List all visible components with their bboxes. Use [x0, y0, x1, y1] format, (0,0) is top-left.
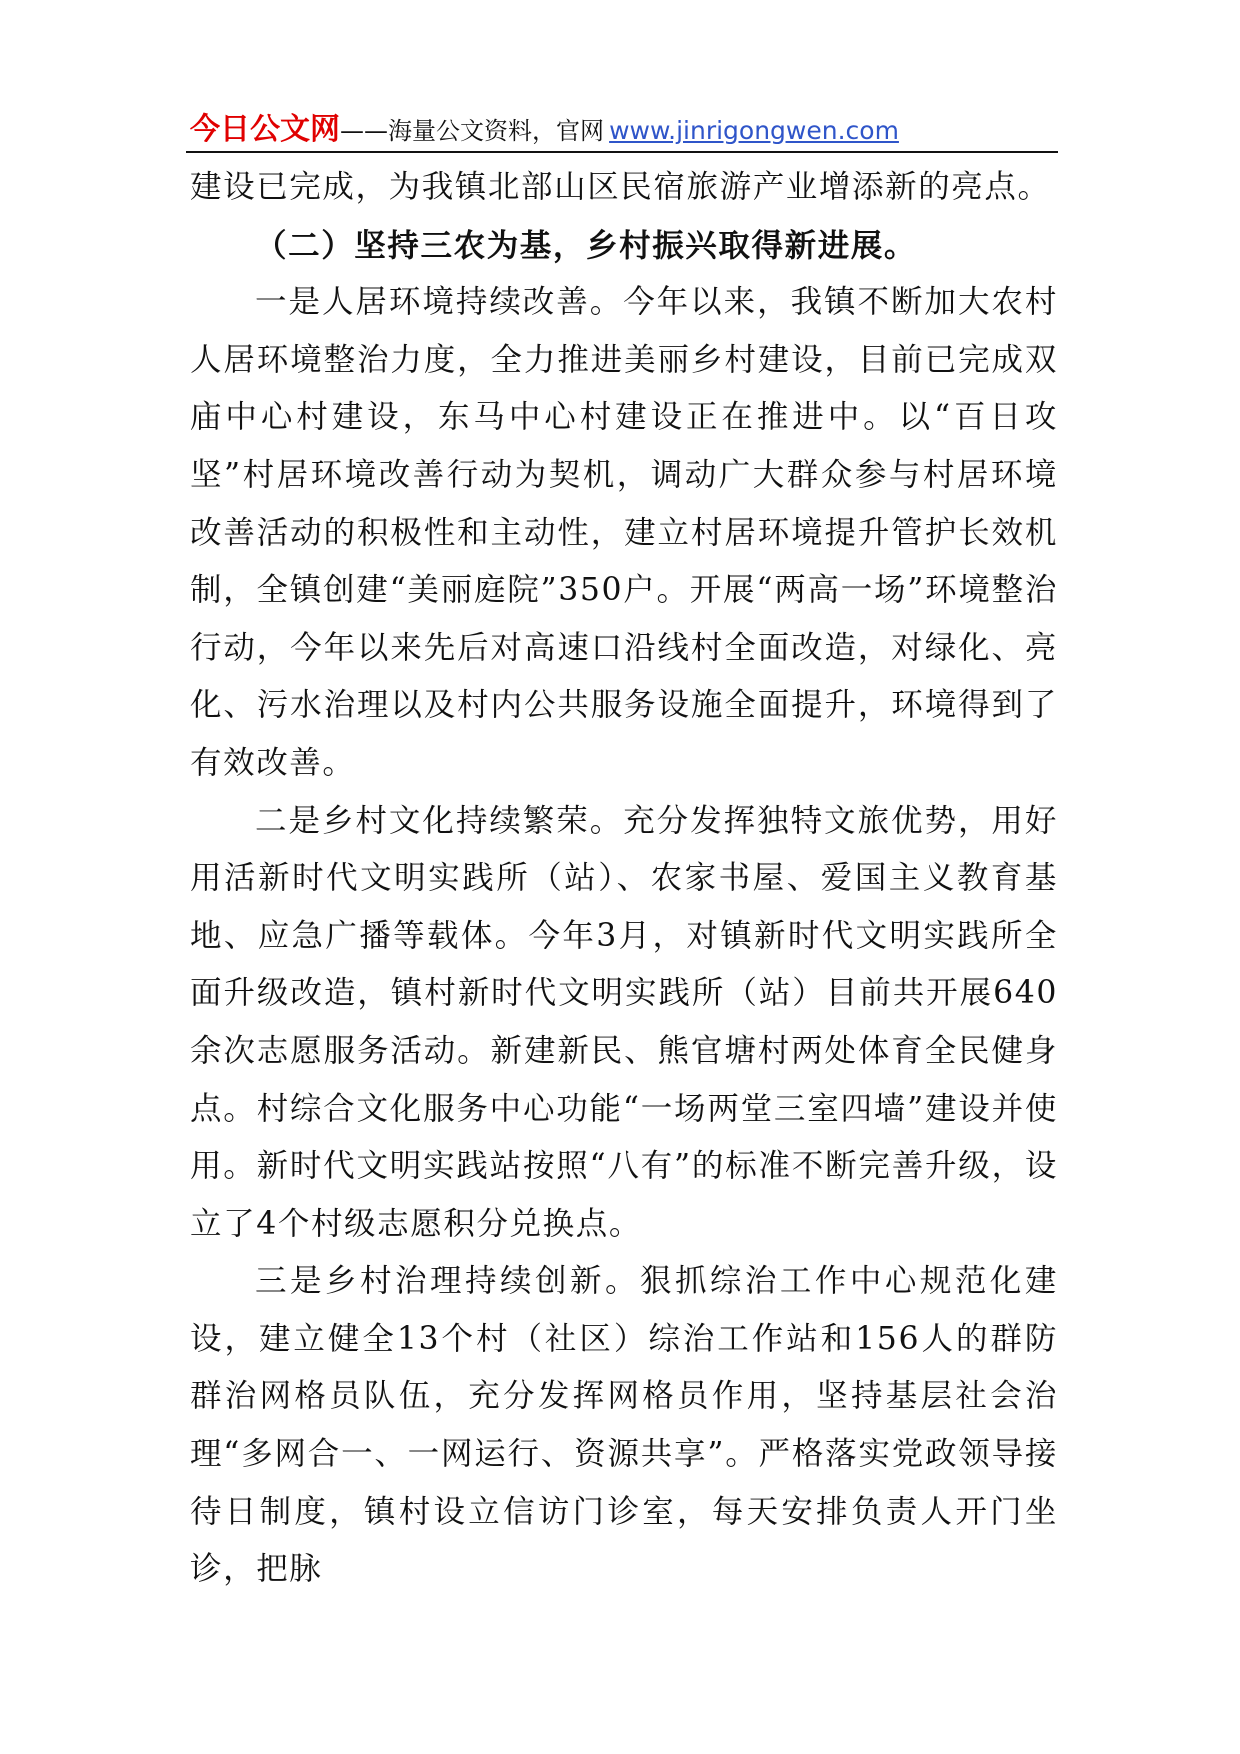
- site-brand: 今日公文网: [190, 112, 340, 147]
- paragraph-rural-culture: 二是乡村文化持续繁荣。充分发挥独特文旅优势，用好用活新时代文明实践所（站）、农家书屋、爱国主义教育基地、应急广播等载体。今年3月，对镇新时代文明实践所全面升级改造，镇村新时代文明实践所（站）目前共开展640余次志愿服务活动。新建新民、熊官塘村两处体育全民健身点。村综合文化服务中心功能“一场两堂三室四墙”建设并使用。新时代文明实践站按照“八有”的标准不断完善升级，设立了4个村级志愿积分兑换点。: [190, 802, 1058, 1242]
- section-heading: （二）坚持三农为基，乡村振兴取得新进展。: [255, 226, 918, 264]
- paragraph-living-environment: 一是人居环境持续改善。今年以来，我镇不断加大农村人居环境整治力度，全力推进美丽乡村建设，目前已完成双庙中心村建设，东马中心村建设正在推进中。以“百日攻坚”村居环境改善行动为契机，调动广大群众参与村居环境改善活动的积极性和主动性，建立村居环境提升管护长效机制，全镇创建“美丽庭院”350户。开展“两高一场”环境整治行动，今年以来先后对高速口沿线村全面改造，对绿化、亮化、污水治理以及村内公共服务设施全面提升，环境得到了有效改善。: [190, 284, 1058, 781]
- header-divider: [186, 151, 1058, 153]
- header-tagline: 海量公文资料，官网: [388, 117, 604, 145]
- paragraph-rural-governance: 三是乡村治理持续创新。狠抓综治工作中心规范化建设，建立健全13个村（社区）综治工作站和156人的群防群治网格员队伍，充分发挥网格员作用，坚持基层社会治理“多网合一、一网运行、资源共享”。严格落实党政领导接待日制度，镇村设立信访门诊室，每天安排负责人开门坐诊，把脉: [190, 1263, 1058, 1588]
- document-body: [190, 159, 1058, 1599]
- page-header: [190, 104, 1060, 148]
- paragraph-continuation: 建设已完成，为我镇北部山区民宿旅游产业增添新的亮点。: [190, 169, 1051, 205]
- header-dash: ——: [340, 117, 388, 145]
- site-url-link[interactable]: www.jinrigongwen.com: [609, 116, 899, 145]
